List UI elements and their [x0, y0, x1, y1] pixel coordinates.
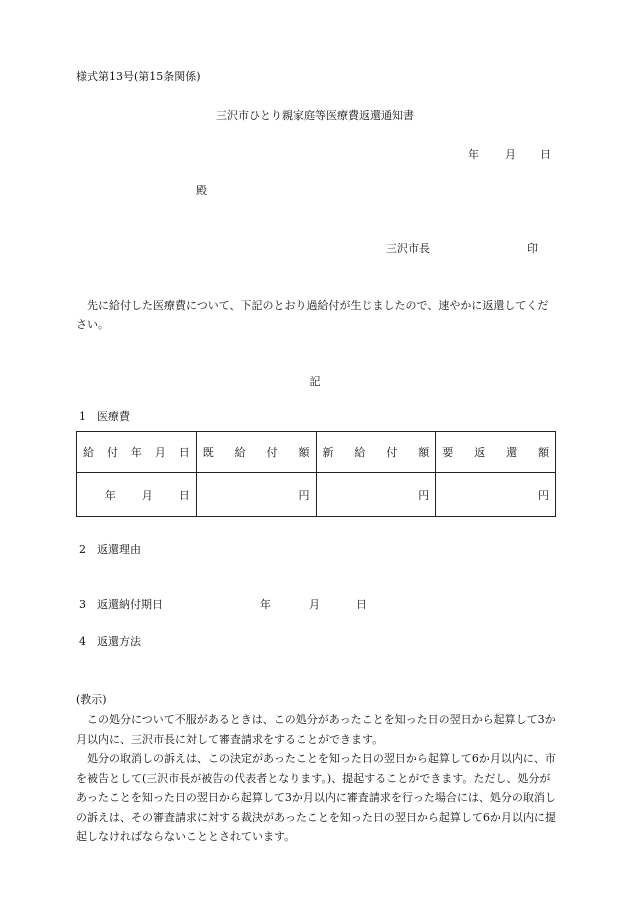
- table-row: [77, 473, 556, 517]
- header-char: 額: [537, 446, 549, 459]
- deadline-year: 年: [260, 598, 271, 611]
- section-medical-expense: 1 医療費: [79, 410, 130, 423]
- section-refund-deadline: 3 返還納付期日: [79, 598, 163, 611]
- header-char: 付: [106, 446, 118, 459]
- header-char: 日: [178, 446, 190, 459]
- header-char: 給: [83, 446, 94, 459]
- deadline-day: 日: [356, 598, 367, 611]
- expense-table: [76, 431, 556, 517]
- document-title: 三沢市ひとり親家庭等医療費返還通知書: [216, 109, 414, 122]
- ki-heading: 記: [309, 375, 321, 388]
- header-refund-amount: [436, 432, 556, 473]
- header-char: 付: [266, 446, 278, 459]
- cell-refund-amount: [436, 473, 556, 517]
- header-char: 給: [234, 446, 246, 459]
- section-refund-reason: 2 返還理由: [79, 543, 141, 556]
- header-new-amount: [316, 432, 436, 473]
- header-new-amount-label: [323, 444, 430, 460]
- notice-paragraph-lawsuit: 処分の取消しの訴えは、この決定があったことを知った日の翌日から起算して6か月以内に、市を被告として(三沢市長が被告の代表者となります。)、提起することができます。ただし、処分があったことを知った日の翌日から起算して3か月以内に審査請求を行った場合には、処分の取消しの訴えは、その審査請求に対する裁決があったことを知った日の翌日から起算して6か月以内に提起しなければならないこととされています。: [76, 752, 556, 843]
- addressee-suffix: 殿: [196, 184, 207, 197]
- notice-paragraph-review: この処分について不服があるときは、この処分があったことを知った日の翌日から起算して3か月以内に、三沢市長に対して審査請求をすることができます。: [76, 713, 556, 746]
- cell-month: 月: [141, 488, 153, 502]
- issuer: 三沢市長: [386, 242, 430, 255]
- header-payment-date-label: [83, 444, 190, 460]
- cell-year: 年: [104, 488, 116, 502]
- section-refund-method: 4 返還方法: [79, 635, 141, 648]
- notice-body: [76, 710, 560, 847]
- header-char: 額: [418, 446, 430, 459]
- cell-yen-unit: 円: [538, 488, 549, 502]
- seal-mark: 印: [527, 242, 538, 255]
- header-char: 要: [442, 446, 454, 459]
- header-char: 新: [322, 446, 334, 459]
- header-refund-amount-label: [442, 444, 549, 460]
- header-char: 還: [506, 446, 518, 459]
- payment-date-fields: [83, 487, 190, 503]
- header-char: 年: [130, 446, 142, 459]
- table-header-row: [77, 432, 556, 473]
- cell-yen-unit: 円: [298, 488, 310, 502]
- issue-date-day: 日: [540, 148, 551, 161]
- body-paragraph: 先に給付した医療費について、下記のとおり過給付が生じましたので、速やかに返還してください。: [76, 299, 549, 331]
- header-char: 付: [386, 446, 398, 459]
- deadline-month: 月: [309, 598, 320, 611]
- header-char: 月: [154, 446, 166, 459]
- notice-heading: (教示): [76, 693, 107, 706]
- cell-day: 日: [178, 488, 190, 502]
- cell-payment-date: [77, 473, 197, 517]
- cell-paid-amount: [196, 473, 316, 517]
- cell-new-amount: [316, 473, 436, 517]
- header-paid-amount-label: [203, 444, 310, 460]
- issue-date-month: 月: [505, 148, 516, 161]
- header-char: 給: [354, 446, 366, 459]
- header-char: 額: [298, 446, 310, 459]
- cell-yen-unit: 円: [418, 488, 430, 502]
- header-char: 返: [474, 446, 486, 459]
- header-char: 既: [202, 446, 214, 459]
- header-paid-amount: [196, 432, 316, 473]
- header-payment-date: [77, 432, 197, 473]
- form-number: 様式第13号(第15条関係): [76, 70, 201, 83]
- issue-date-year: 年: [468, 148, 479, 161]
